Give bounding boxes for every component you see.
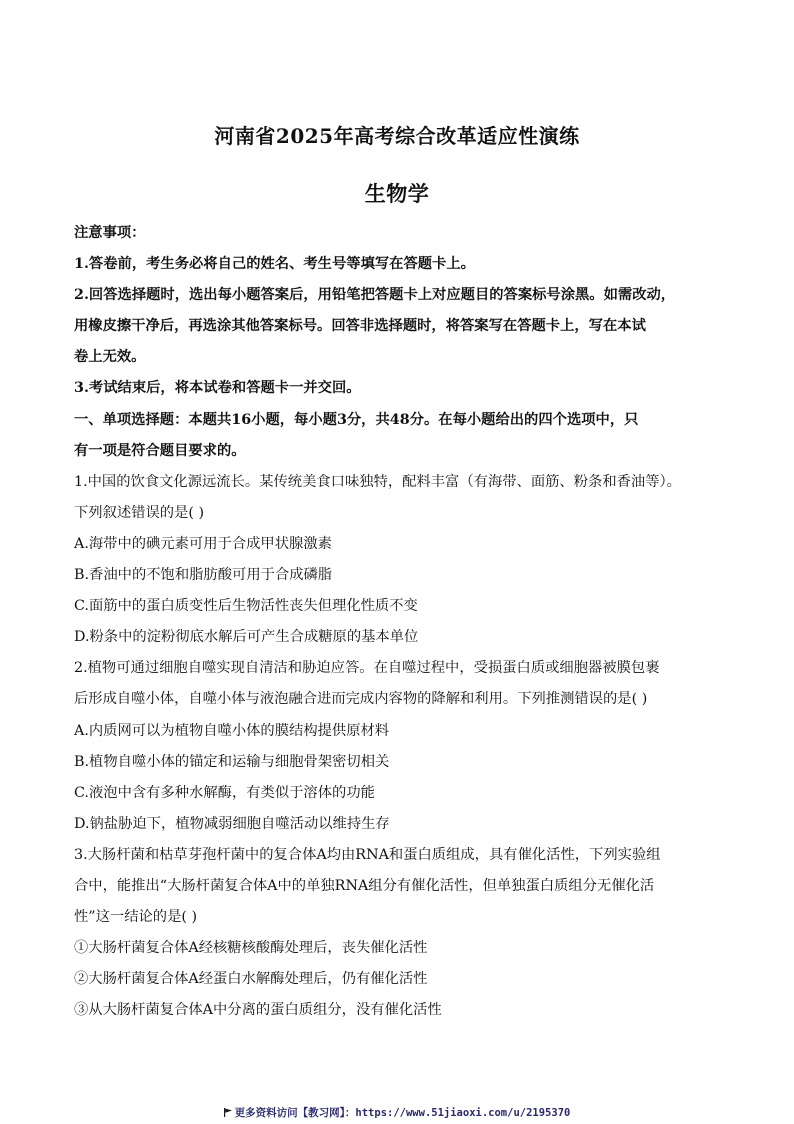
question-line: ③从大肠杆菌复合体A中分离的蛋白质组分，没有催化活性 [74,1002,442,1019]
question-line: C.液泡中含有多种水解酶，有类似于溶体的功能 [74,784,375,801]
question-line: 后形成自噬小体，自噬小体与液泡融合进而完成内容物的降解和利用。下列推测错误的是( ) [74,691,648,708]
instruction-line: 1.答卷前，考生务必将自己的姓名、考生号等填写在答题卡上。 [74,256,475,273]
footer-link[interactable]: 更多资料访问【教习网】：https://www.51jiaoxi.com/u/2195370 [234,1107,571,1119]
instruction-line: 用橡皮擦干净后，再选涂其他答案标号。回答非选择题时，将答案写在答题卡上，写在本试 [74,318,646,335]
flag-icon [224,1108,232,1117]
instruction-line: 卷上无效。 [74,349,146,366]
question-line: ①大肠杆菌复合体A经核糖核酸酶处理后，丧失催化活性 [74,940,428,957]
subject-title: 生物学 [364,181,430,206]
footer[interactable] [0,1105,794,1120]
question-line: A.内质网可以为植物自噬小体的膜结构提供原材料 [74,722,390,739]
question-line: 1.中国的饮食文化源远流长。某传统美食口味独特，配料丰富（有海带、面筋、粉条和香油等）。 [74,473,681,490]
question-line: D.钠盐胁迫下，植物减弱细胞自噬活动以维持生存 [74,815,390,832]
instruction-line: 一、单项选择题：本题共16小题，每小题3分，共48分。在每小题给出的四个选项中，只 [74,411,639,428]
document-body [74,218,722,1026]
instruction-line: 3.考试结束后，将本试卷和答题卡一并交回。 [74,380,361,397]
question-line: A.海带中的碘元素可用于合成甲状腺激素 [74,535,332,552]
instruction-line: 注意事项： [74,225,146,241]
question-line: 下列叙述错误的是( ) [74,504,205,521]
question-line: 性”这一结论的是( ) [74,909,198,926]
question-line: B.植物自噬小体的锚定和运输与细胞骨架密切相关 [74,753,390,770]
question-line: B.香油中的不饱和脂肪酸可用于合成磷脂 [74,567,333,584]
question-line: 合中，能推出“大肠杆菌复合体A中的单独RNA组分有催化活性，但单独蛋白质组分无催化活 [74,877,655,894]
exam-title: 河南省2025年高考综合改革适应性演练 [214,124,580,148]
question-line: C.面筋中的蛋白质变性后生物活性丧失但理化性质不变 [74,598,418,615]
question-line: 2.植物可通过细胞自噬实现自清洁和胁迫应答。在自噬过程中，受损蛋白质或细胞器被膜包裹 [74,660,660,677]
question-line: ②大肠杆菌复合体A经蛋白水解酶处理后，仍有催化活性 [74,971,428,988]
question-line: 3.大肠杆菌和枯草芽孢杆菌中的复合体A均由RNA和蛋白质组成，具有催化活性，下列实验组 [74,846,661,863]
question-line: D.粉条中的淀粉彻底水解后可产生合成糖原的基本单位 [74,629,419,646]
instruction-line: 2.回答选择题时，选出每小题答案后，用铅笔把答题卡上对应题目的答案标号涂黑。如需改动， [74,287,676,304]
instruction-line: 有一项是符合题目要求的。 [74,442,246,459]
